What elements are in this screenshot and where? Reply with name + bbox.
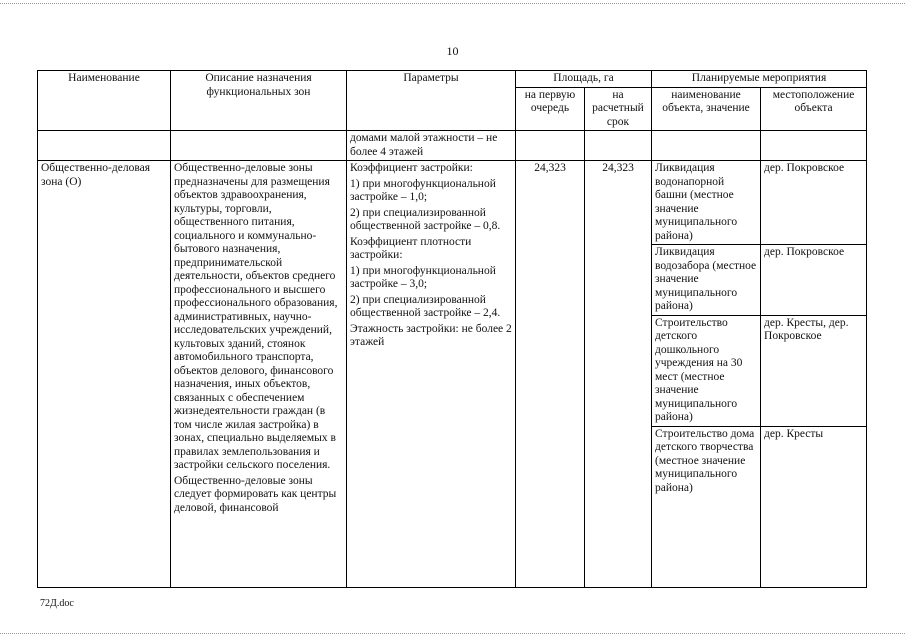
cell-area-calculated-term: 24,323 [585,161,652,588]
cell-empty [171,131,347,161]
cell-measure-location: дер. Кресты, дер. Покровское [761,315,867,426]
parameter-line: 2) при специализированной общественной застройке – 0,8. [350,206,501,232]
cell-empty [38,131,171,161]
parameter-line: Коэффициент застройки: [350,162,473,174]
scan-edge-bottom [0,633,905,634]
header-area: Площадь, га [516,71,652,88]
parameter-line: 1) при многофункциональной застройке – 1,0; [350,177,496,203]
cell-area-first-stage: 24,323 [516,161,585,588]
header-parameters: Параметры [347,71,516,131]
header-description: Описание назначения функциональных зон [171,71,347,131]
cell-empty [652,131,761,161]
cell-measure-location: дер. Покровское [761,161,867,245]
header-object-location: местоположение объекта [761,87,867,131]
cell-empty [516,131,585,161]
cell-continuation-parameters: домами малой этажности – не более 4 этажей [347,131,516,161]
cell-zone-parameters [347,161,516,588]
cell-zone-name: Общественно-деловая зона (О) [38,161,171,588]
parameter-line: 1) при многофункциональной застройке – 3,0; [350,264,496,290]
cell-measure-location: дер. Покровское [761,245,867,316]
header-area-calculated-term: на расчетный срок [585,87,652,131]
cell-zone-description [171,161,347,588]
footer-filename: 72Д.doc [40,598,74,609]
table-row-continuation [38,131,867,161]
header-planned-measures: Планируемые мероприятия [652,71,867,88]
cell-empty [761,131,867,161]
description-paragraph-1: Общественно-деловые зоны предназначены для размещения объектов здравоохранения, культуры, торговли, общественного питания, социального и коммунально-бытового назначения, предпринимательской деятельности, объектов среднего профессионального и высшего профессионального образования, административных, научно-исследовательских учреждений, культовых зданий, стоянок автомобильного транспорта, объектов делового, финансового назначения, иных объектов, связанных с обеспечением жизнедеятельности граждан (в том числе жилая застройка) в зонах, специально выделяемых в правилах землепользования и застройки сельского поселения. [174,162,338,471]
cell-empty [585,131,652,161]
header-area-first-stage: на первую очередь [516,87,585,131]
cell-measure-object: Ликвидация водозабора (местное значение муниципального района) [652,245,761,316]
cell-measure-object: Строительство дома детского творчества (местное значение муниципального района) [652,426,761,587]
cell-measure-location: дер. Кресты [761,426,867,587]
parameter-line: Коэффициент плотности застройки: [350,235,472,261]
zones-table [37,70,867,588]
cell-measure-object: Строительство детского дошкольного учреждения на 30 мест (местное значение муниципального района) [652,315,761,426]
scan-edge-top [0,3,905,4]
header-name: Наименование [38,71,171,131]
header-object-name: наименование объекта, значение [652,87,761,131]
description-paragraph-2: Общественно-деловые зоны следует формировать как центры деловой, финансовой [174,474,337,514]
table-row-zone [38,161,867,245]
parameter-line: 2) при специализированной общественной застройке – 2,4. [350,293,501,319]
page-number: 10 [446,44,459,58]
parameter-line: Этажность застройки: не более 2 этажей [350,322,512,348]
cell-measure-object: Ликвидация водонапорной башни (местное значение муниципального района) [652,161,761,245]
